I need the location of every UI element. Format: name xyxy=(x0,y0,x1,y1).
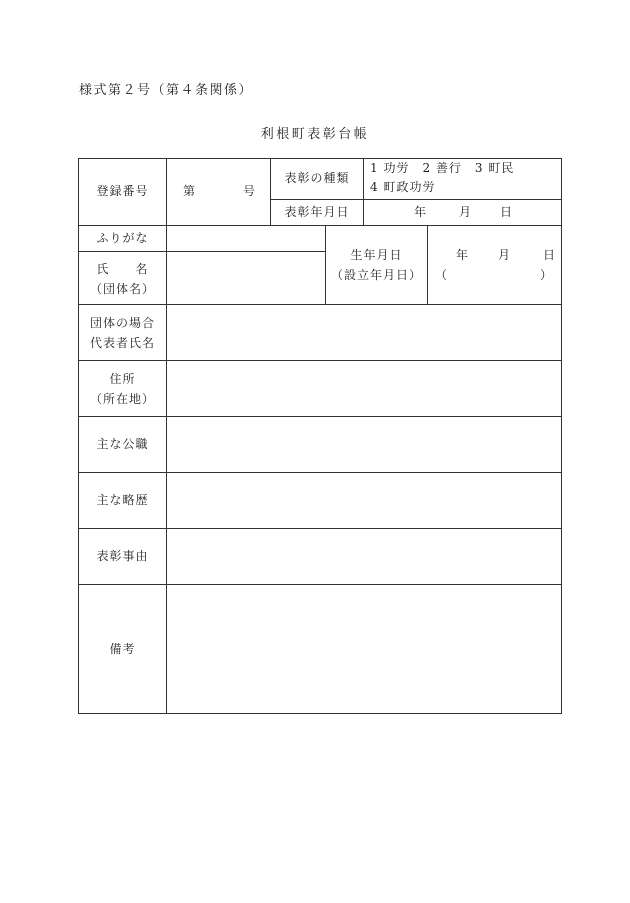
award-date-year: 年 xyxy=(414,205,428,219)
furigana-label: ふりがな xyxy=(96,231,149,245)
reason-label: 表彰事由 xyxy=(96,549,149,563)
reason-field[interactable] xyxy=(167,529,561,584)
career-field[interactable] xyxy=(167,473,561,528)
career-label: 主な略歴 xyxy=(96,493,149,507)
award-type-label: 表彰の種類 xyxy=(284,171,350,185)
representative-label-line2: 代表者氏名 xyxy=(89,336,155,350)
document-title: 利根町表彰台帳 xyxy=(260,127,370,142)
registration-number-suffix: 号 xyxy=(243,184,257,198)
name-label-sub: （団体名） xyxy=(89,282,155,296)
remarks-label: 備考 xyxy=(109,642,136,656)
birth-date-label: 生年月日 xyxy=(350,248,403,262)
rule xyxy=(78,713,562,714)
birth-date-day: 日 xyxy=(543,248,557,262)
representative-label-line1: 団体の場合 xyxy=(89,316,155,330)
award-date-day: 日 xyxy=(500,205,514,219)
birth-date-field[interactable] xyxy=(428,226,561,304)
award-types-line1: 1 功労 2 善行 3 町民 xyxy=(370,161,515,175)
address-label: 住所 xyxy=(109,372,136,386)
representative-field[interactable] xyxy=(167,305,561,360)
name-label: 氏 名 xyxy=(96,262,149,276)
public-office-label: 主な公職 xyxy=(96,437,149,451)
registration-number-prefix: 第 xyxy=(183,184,197,198)
rule xyxy=(561,158,562,714)
address-label-sub: （所在地） xyxy=(89,392,155,406)
address-field[interactable] xyxy=(167,361,561,416)
award-types-line2: 4 町政功労 xyxy=(370,180,436,194)
birth-date-paren-close: ） xyxy=(540,268,554,282)
form-number: 様式第２号（第４条関係） xyxy=(79,83,254,98)
birth-date-paren-open: （ xyxy=(435,268,449,282)
birth-date-label-sub: （設立年月日） xyxy=(330,268,422,282)
registration-number-field[interactable] xyxy=(196,176,240,202)
birth-date-month: 月 xyxy=(498,248,512,262)
award-date-month: 月 xyxy=(459,205,473,219)
award-type-field[interactable] xyxy=(364,159,561,199)
remarks-field[interactable] xyxy=(167,585,561,713)
furigana-field[interactable] xyxy=(167,226,325,251)
award-date-label: 表彰年月日 xyxy=(284,205,350,219)
registration-number-label: 登録番号 xyxy=(96,184,149,198)
award-date-field[interactable] xyxy=(364,200,561,225)
birth-date-year: 年 xyxy=(456,248,470,262)
name-field[interactable] xyxy=(167,252,325,304)
public-office-field[interactable] xyxy=(167,417,561,472)
